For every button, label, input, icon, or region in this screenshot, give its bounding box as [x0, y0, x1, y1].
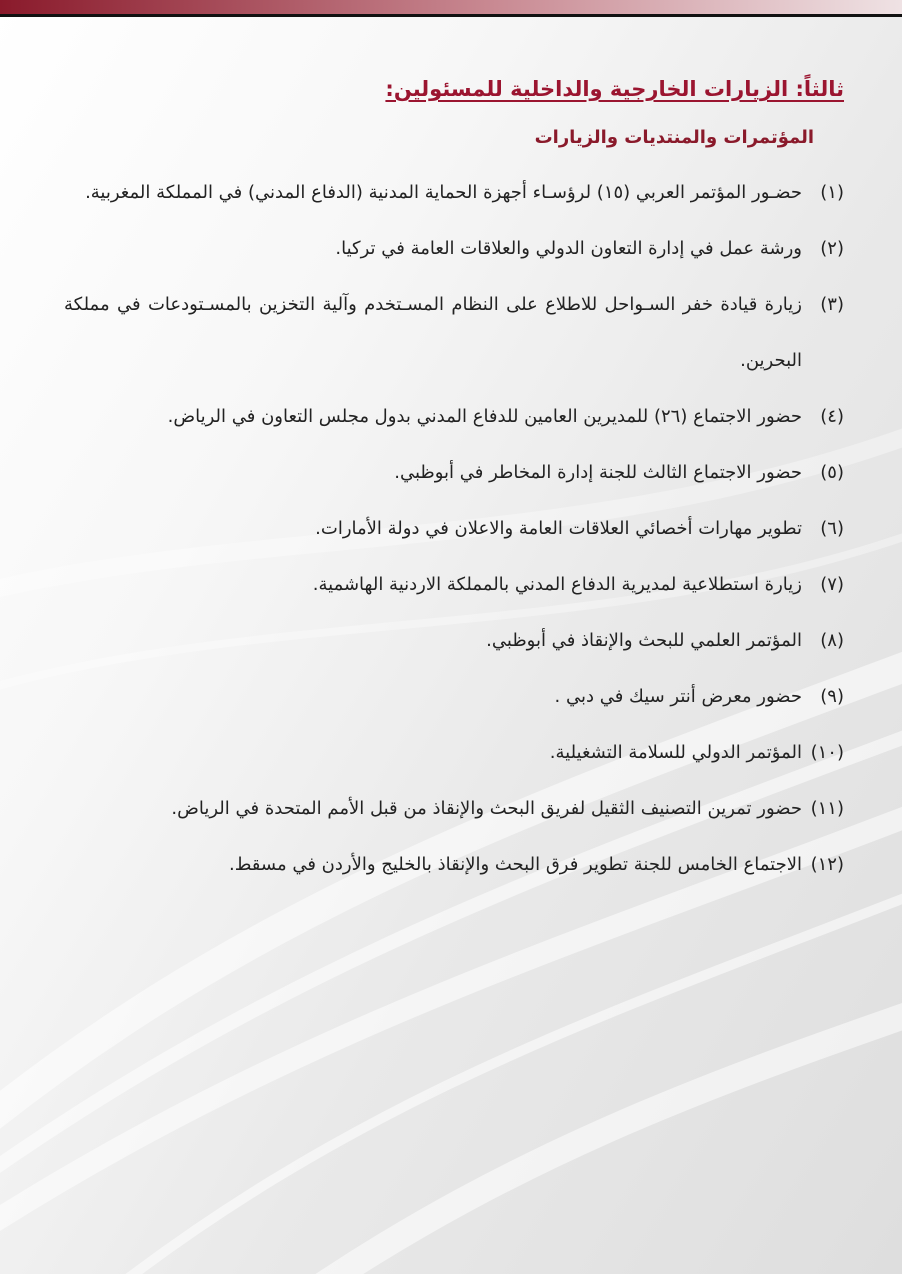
item-number: (٤)	[820, 406, 844, 427]
content	[64, 70, 844, 893]
list-item	[64, 277, 844, 389]
visits-list	[64, 165, 844, 893]
item-text: ورشة عمل في إدارة التعاون الدولي والعلاقات العامة في تركيا.	[335, 238, 802, 259]
item-text: المؤتمر العلمي للبحث والإنقاذ في أبوظبي.	[486, 630, 802, 651]
item-text: الاجتماع الخامس للجنة تطوير فرق البحث والإنقاذ بالخليج والأردن في مسقط.	[228, 854, 802, 875]
item-number: (١١)	[810, 798, 844, 819]
list-item	[64, 557, 844, 613]
list-item	[64, 165, 844, 221]
item-number: (٣)	[820, 294, 844, 315]
list-item	[64, 613, 844, 669]
subtitle: المؤتمرات والمنتديات والزيارات	[534, 127, 814, 148]
list-item	[64, 781, 844, 837]
item-text: المؤتمر الدولي للسلامة التشغيلية.	[549, 742, 802, 763]
section-title: ثالثاً: الزيارات الخارجية والداخلية للمسئولين:	[385, 77, 844, 101]
list-item	[64, 725, 844, 781]
list-item	[64, 669, 844, 725]
item-text: حضور الاجتماع (٢٦) للمديرين العامين للدفاع المدني بدول مجلس التعاون في الرياض.	[167, 406, 802, 427]
item-number: (٨)	[820, 630, 844, 651]
item-text: حضـور المؤتمر العربي (١٥) لرؤسـاء أجهزة الحماية المدنية (الدفاع المدني) في المملكة المغربية.	[85, 182, 802, 203]
item-text: حضور الاجتماع الثالث للجنة إدارة المخاطر في أبوظبي.	[394, 462, 802, 483]
item-text: زيارة قيادة خفر السـواحل للاطلاع على النظام المسـتخدم وآلية التخزين بالمسـتودعات في مملكة البحرين.	[64, 294, 802, 371]
list-item	[64, 221, 844, 277]
item-number: (٦)	[820, 518, 844, 539]
item-text: حضور معرض أنتر سيك في دبي .	[554, 686, 802, 707]
list-item	[64, 501, 844, 557]
list-item	[64, 389, 844, 445]
item-number: (٩)	[820, 686, 844, 707]
item-text: تطوير مهارات أخصائي العلاقات العامة والاعلان في دولة الأمارات.	[315, 518, 802, 539]
item-number: (٢)	[820, 238, 844, 259]
item-number: (١٢)	[810, 854, 844, 875]
item-number: (١)	[820, 182, 844, 203]
item-text: حضور تمرين التصنيف الثقيل لفريق البحث والإنقاذ من قبل الأمم المتحدة في الرياض.	[171, 798, 802, 819]
item-number: (٧)	[820, 574, 844, 595]
item-text: زيارة استطلاعية لمديرية الدفاع المدني بالمملكة الاردنية الهاشمية.	[312, 574, 802, 595]
list-item	[64, 837, 844, 893]
list-item	[64, 445, 844, 501]
item-number: (٥)	[820, 462, 844, 483]
item-number: (١٠)	[810, 742, 844, 763]
